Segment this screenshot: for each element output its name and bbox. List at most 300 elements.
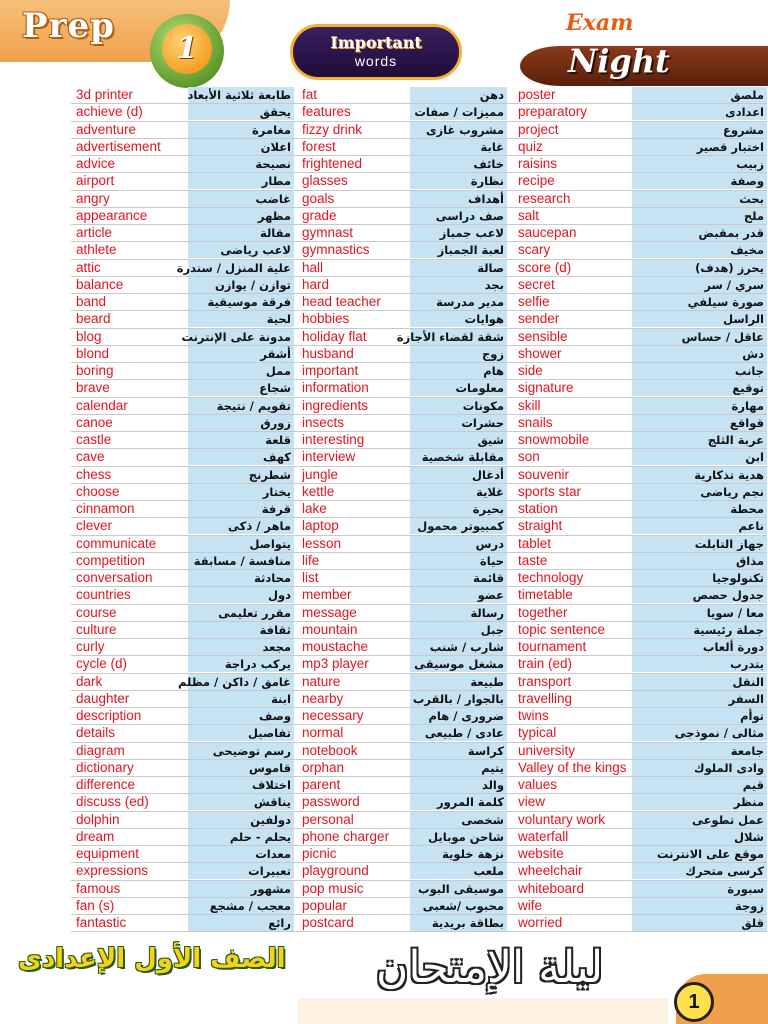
english-word: fan (s) xyxy=(76,897,115,913)
english-word: whiteboard xyxy=(518,880,585,896)
arabic-meaning: غابة xyxy=(410,139,507,155)
english-word: goals xyxy=(302,190,335,206)
english-word: blog xyxy=(76,328,102,344)
english-word: signature xyxy=(518,380,574,396)
arabic-meaning: لعبة الجمباز xyxy=(410,242,507,258)
english-word: dream xyxy=(76,828,115,844)
english-word: password xyxy=(302,794,360,810)
arabic-meaning: زوج xyxy=(410,346,507,362)
english-word: view xyxy=(518,794,546,810)
arabic-meaning: ملح xyxy=(632,208,767,224)
arabic-meaning: رسالة xyxy=(410,605,507,621)
table-row xyxy=(71,898,767,915)
arabic-meaning: مقرر تعليمى xyxy=(188,605,294,621)
english-word: airport xyxy=(76,173,115,189)
arabic-meaning: بجد xyxy=(410,277,507,293)
english-word: glasses xyxy=(302,173,348,189)
arabic-meaning: كلمة المرور xyxy=(410,794,507,810)
arabic-meaning: ثقافة xyxy=(188,622,294,638)
arabic-meaning: موسيقى البوب xyxy=(410,881,507,897)
english-word: list xyxy=(302,570,319,585)
table-row xyxy=(71,294,767,311)
arabic-meaning: مقابلة شخصية xyxy=(410,449,507,465)
english-word: scary xyxy=(518,242,551,258)
table-row xyxy=(71,777,767,794)
arabic-meaning: كمبيوتر محمول xyxy=(410,518,507,534)
english-word: nature xyxy=(302,673,341,689)
english-word: waterfall xyxy=(518,828,569,844)
english-word: castle xyxy=(76,432,112,447)
english-word: phone charger xyxy=(302,828,390,844)
english-word: choose xyxy=(76,483,120,499)
table-row xyxy=(71,553,767,570)
table-row xyxy=(71,380,767,397)
english-word: technology xyxy=(518,570,584,585)
table-row xyxy=(71,329,767,346)
arabic-meaning: توازن / يوازن xyxy=(188,277,294,293)
arabic-meaning: قواقع xyxy=(632,415,767,431)
table-row xyxy=(71,656,767,673)
english-word: dictionary xyxy=(76,759,134,775)
arabic-meaning: اختلاف xyxy=(188,777,294,793)
english-word: blond xyxy=(76,345,110,361)
arabic-meaning: يتدرب xyxy=(632,656,767,672)
english-word: voluntary work xyxy=(518,811,606,827)
arabic-meaning: قدر بمقبض xyxy=(632,225,767,241)
arabic-meaning: رسم توضيحى xyxy=(188,743,294,759)
english-word: timetable xyxy=(518,587,573,603)
english-word: side xyxy=(518,363,543,378)
arabic-meaning: لاعب جمباز xyxy=(410,225,507,241)
arabic-meaning: كهف xyxy=(188,449,294,465)
english-word: quiz xyxy=(518,138,543,154)
arabic-meaning: جدول حصص xyxy=(632,587,767,603)
arabic-meaning: قلعة xyxy=(188,432,294,448)
arabic-meaning: زورق xyxy=(188,415,294,431)
arabic-meaning: صورة سيلفي xyxy=(632,294,767,310)
arabic-meaning: مميزات / صفات xyxy=(410,104,507,120)
table-row xyxy=(71,449,767,466)
english-word: details xyxy=(76,725,116,741)
table-row xyxy=(71,881,767,898)
english-word: competition xyxy=(76,552,146,568)
english-word: athlete xyxy=(76,242,117,258)
arabic-meaning: شاحن موبايل xyxy=(410,829,507,845)
english-word: boring xyxy=(76,363,114,378)
english-word: son xyxy=(518,449,540,465)
arabic-meaning: أدغال xyxy=(410,467,507,483)
english-word: culture xyxy=(76,621,117,637)
arabic-meaning: مخيف xyxy=(632,242,767,258)
english-word: dolphin xyxy=(76,811,120,827)
arabic-meaning: غلاية xyxy=(410,484,507,500)
english-word: head teacher xyxy=(302,294,381,309)
arabic-meaning: علية المنزل / سندرة xyxy=(188,260,294,276)
arabic-meaning: شطرنج xyxy=(188,467,294,483)
arabic-meaning: لحية xyxy=(188,311,294,327)
table-row xyxy=(71,208,767,225)
table-row xyxy=(71,708,767,725)
english-word: pop music xyxy=(302,880,364,896)
table-row xyxy=(71,260,767,277)
arabic-meaning: يركب دراجة xyxy=(188,656,294,672)
english-word: notebook xyxy=(302,742,358,758)
table-row xyxy=(71,122,767,139)
english-word: course xyxy=(76,604,117,620)
english-word: appearance xyxy=(76,207,148,223)
arabic-meaning: مدير مدرسة xyxy=(410,294,507,310)
english-word: station xyxy=(518,501,558,516)
english-word: band xyxy=(76,294,107,309)
arabic-meaning: نظارة xyxy=(410,173,507,189)
english-word: selfie xyxy=(518,294,550,309)
english-word: sensible xyxy=(518,328,568,344)
arabic-meaning: مطار xyxy=(188,173,294,189)
arabic-meaning: الراسل xyxy=(632,311,767,327)
english-word: transport xyxy=(518,673,572,689)
english-word: travelling xyxy=(518,690,573,706)
english-word: beard xyxy=(76,311,111,327)
english-word: twins xyxy=(518,708,549,723)
english-word: 3d printer xyxy=(76,87,134,102)
english-word: information xyxy=(302,380,369,396)
arabic-meaning: يناقش xyxy=(188,794,294,810)
english-word: husband xyxy=(302,345,354,361)
table-row xyxy=(71,605,767,622)
table-row xyxy=(71,760,767,777)
english-word: features xyxy=(302,104,351,120)
arabic-meaning: عضو xyxy=(410,587,507,603)
english-word: cinnamon xyxy=(76,501,135,516)
arabic-meaning: مقالة xyxy=(188,225,294,241)
arabic-meaning: والد xyxy=(410,777,507,793)
english-word: train (ed) xyxy=(518,656,573,672)
english-word: advertisement xyxy=(76,138,161,154)
english-word: mp3 player xyxy=(302,656,369,672)
arabic-meaning: معجب / مشجع xyxy=(188,898,294,914)
english-word: snowmobile xyxy=(518,432,590,447)
table-row xyxy=(71,639,767,656)
arabic-meaning: منافسة / مسابقة xyxy=(188,553,294,569)
arabic-meaning: طبيعة xyxy=(410,674,507,690)
arabic-meaning: قاموس xyxy=(188,760,294,776)
english-word: conversation xyxy=(76,570,153,585)
table-row xyxy=(71,587,767,604)
arabic-meaning: زوجة xyxy=(632,898,767,914)
arabic-meaning: ضرورى / هام xyxy=(410,708,507,724)
english-word: advice xyxy=(76,156,116,171)
arabic-meaning: دورة ألعاب xyxy=(632,639,767,655)
english-word: diagram xyxy=(76,742,125,758)
arabic-meaning: مدونة على الإنترنت xyxy=(188,329,294,345)
table-row xyxy=(71,432,767,449)
english-word: saucepan xyxy=(518,225,577,240)
arabic-meaning: تقويم / نتيجة xyxy=(188,398,294,414)
arabic-meaning: شلال xyxy=(632,829,767,845)
english-word: secret xyxy=(518,276,555,292)
arabic-meaning: نزهة خلوية xyxy=(410,846,507,862)
english-word: fat xyxy=(302,87,318,102)
table-row xyxy=(71,518,767,535)
arabic-meaning: مشروع xyxy=(632,122,767,138)
english-word: gymnastics xyxy=(302,242,370,258)
english-word: normal xyxy=(302,725,344,741)
arabic-meaning: معدات xyxy=(188,846,294,862)
arabic-meaning: زبيب xyxy=(632,156,767,172)
english-word: equipment xyxy=(76,846,140,861)
arabic-meaning: مغامرة xyxy=(188,122,294,138)
vocabulary-table xyxy=(71,87,767,932)
table-row xyxy=(71,743,767,760)
arabic-meaning: وادى الملوك xyxy=(632,760,767,776)
table-row xyxy=(71,484,767,501)
arabic-meaning: اعدادى xyxy=(632,104,767,120)
arabic-meaning: هدية تذكارية xyxy=(632,467,767,483)
english-word: souvenir xyxy=(518,466,570,482)
table-row xyxy=(71,225,767,242)
english-word: recipe xyxy=(518,173,555,189)
arabic-meaning: مكونات xyxy=(410,398,507,414)
english-word: important xyxy=(302,363,359,378)
english-word: mountain xyxy=(302,621,358,637)
arabic-meaning: يتواصل xyxy=(188,536,294,552)
english-word: chess xyxy=(76,466,112,482)
arabic-meaning: يحلم - حلم xyxy=(188,829,294,845)
arabic-meaning: مشروب غازى xyxy=(410,122,507,138)
table-row xyxy=(71,363,767,380)
arabic-meaning: صالة xyxy=(410,260,507,276)
english-word: moustache xyxy=(302,639,369,654)
english-word: life xyxy=(302,552,320,568)
arabic-meaning: شقة لقضاء الأجازة xyxy=(410,329,507,345)
arabic-meaning: كراسة xyxy=(410,743,507,759)
english-word: popular xyxy=(302,897,348,913)
english-word: personal xyxy=(302,811,354,827)
arabic-meaning: درس xyxy=(410,536,507,552)
english-word: lake xyxy=(302,501,327,516)
english-word: hobbies xyxy=(302,311,350,327)
arabic-meaning: دول xyxy=(188,587,294,603)
arabic-meaning: بطاقة بريدية xyxy=(410,915,507,931)
arabic-meaning: دش xyxy=(632,346,767,362)
english-word: values xyxy=(518,777,558,792)
arabic-meaning: قيم xyxy=(632,777,767,793)
table-row xyxy=(71,311,767,328)
table-row xyxy=(71,674,767,691)
arabic-meaning: مهارة xyxy=(632,398,767,414)
night-label: Night xyxy=(568,42,670,80)
table-row xyxy=(71,536,767,553)
arabic-meaning: نصيحة xyxy=(188,156,294,172)
english-word: wife xyxy=(518,897,543,913)
english-word: taste xyxy=(518,552,548,568)
english-word: message xyxy=(302,604,357,620)
table-row xyxy=(71,104,767,121)
table-row xyxy=(71,398,767,415)
english-word: difference xyxy=(76,777,136,792)
table-row xyxy=(71,242,767,259)
arabic-meaning: غاضب xyxy=(188,191,294,207)
arabic-meaning: النقل xyxy=(632,674,767,690)
english-word: fizzy drink xyxy=(302,121,363,137)
english-word: dark xyxy=(76,673,103,689)
english-word: sports star xyxy=(518,483,582,499)
table-row xyxy=(71,622,767,639)
english-word: postcard xyxy=(302,915,354,930)
arabic-meaning: ابن xyxy=(632,449,767,465)
english-word: ingredients xyxy=(302,397,369,413)
arabic-meaning: جبل xyxy=(410,622,507,638)
english-word: calendar xyxy=(76,397,128,413)
table-row xyxy=(71,87,767,104)
arabic-meaning: مظهر xyxy=(188,208,294,224)
arabic-meaning: خائف xyxy=(410,156,507,172)
english-word: frightened xyxy=(302,156,363,171)
english-word: clever xyxy=(76,518,113,534)
arabic-meaning: اعلان xyxy=(188,139,294,155)
arabic-meaning: أهداف xyxy=(410,191,507,207)
english-word: famous xyxy=(76,880,121,896)
english-word: raisins xyxy=(518,156,558,171)
english-word: salt xyxy=(518,207,540,223)
arabic-meaning: حياة xyxy=(410,553,507,569)
arabic-meaning: قلق xyxy=(632,915,767,931)
english-word: expressions xyxy=(76,863,149,879)
english-word: kettle xyxy=(302,483,335,499)
table-row xyxy=(71,570,767,587)
arabic-meaning: محبوب /شعبى xyxy=(410,898,507,914)
english-word: gymnast xyxy=(302,225,354,240)
arabic-meaning: مذاق xyxy=(632,553,767,569)
page-number: 1 xyxy=(674,982,714,1022)
english-word: preparatory xyxy=(518,104,588,120)
arabic-meaning: جهاز التابلت xyxy=(632,536,767,552)
page-footer xyxy=(0,934,768,1024)
english-word: tournament xyxy=(518,639,587,654)
grade-badge xyxy=(150,14,224,88)
arabic-meaning: لاعب رياضى xyxy=(188,242,294,258)
table-row xyxy=(71,139,767,156)
grade-number: 1 xyxy=(162,24,212,74)
arabic-meaning: مشغل موسيقى xyxy=(410,656,507,672)
arabic-meaning: أشقر xyxy=(188,346,294,362)
english-word: fantastic xyxy=(76,915,127,930)
english-word: daughter xyxy=(76,690,130,706)
english-word: laptop xyxy=(302,518,339,534)
arabic-meaning: صف دراسى xyxy=(410,208,507,224)
arabic-meaning: يحرز (هدف) xyxy=(632,260,767,276)
exam-night-title: ليلة الإمتحان xyxy=(376,942,604,993)
english-word: balance xyxy=(76,276,124,292)
english-word: adventure xyxy=(76,121,137,137)
arabic-meaning: عادى / طبيعى xyxy=(410,725,507,741)
table-row xyxy=(71,915,767,932)
table-row xyxy=(71,156,767,173)
arabic-meaning: عاقل / حساس xyxy=(632,329,767,345)
english-word: sender xyxy=(518,311,560,327)
english-word: typical xyxy=(518,725,557,741)
arabic-meaning: هام xyxy=(410,363,507,379)
arabic-meaning: تعبيرات xyxy=(188,863,294,879)
arabic-meaning: مثالى / نموذجى xyxy=(632,725,767,741)
english-word: project xyxy=(518,121,559,137)
english-word: straight xyxy=(518,518,563,534)
english-word: necessary xyxy=(302,708,364,723)
arabic-meaning: تفاصيل xyxy=(188,725,294,741)
english-word: website xyxy=(518,846,564,861)
arabic-meaning: محطة xyxy=(632,501,767,517)
table-row xyxy=(71,846,767,863)
arabic-meaning: شخصى xyxy=(410,812,507,828)
arabic-meaning: شيق xyxy=(410,432,507,448)
grade-title: الصف الأول الإعدادى xyxy=(18,944,286,974)
table-row xyxy=(71,829,767,846)
arabic-meaning: يحقق xyxy=(188,104,294,120)
table-row xyxy=(71,812,767,829)
table-row xyxy=(71,794,767,811)
arabic-meaning: قرفة xyxy=(188,501,294,517)
english-word: cycle (d) xyxy=(76,656,128,672)
arabic-meaning: طابعة ثلاثية الأبعاد xyxy=(188,87,294,103)
table-row xyxy=(71,191,767,208)
prep-label: Prep xyxy=(22,6,115,46)
arabic-meaning: سري / سر xyxy=(632,277,767,293)
table-row xyxy=(71,501,767,518)
english-word: communicate xyxy=(76,535,157,551)
english-word: insects xyxy=(302,414,345,430)
arabic-meaning: سبورة xyxy=(632,881,767,897)
arabic-meaning: عمل تطوعى xyxy=(632,812,767,828)
english-word: achieve (d) xyxy=(76,104,143,120)
english-word: poster xyxy=(518,87,556,102)
arabic-meaning: جانب xyxy=(632,363,767,379)
table-row xyxy=(71,277,767,294)
arabic-meaning: شجاع xyxy=(188,380,294,396)
table-row xyxy=(71,173,767,190)
arabic-meaning: وصف xyxy=(188,708,294,724)
english-word: forest xyxy=(302,138,336,154)
table-row xyxy=(71,467,767,484)
important-subtitle: words xyxy=(354,53,398,69)
arabic-meaning: منظر xyxy=(632,794,767,810)
arabic-meaning: تكنولوجيا xyxy=(632,570,767,586)
english-word: nearby xyxy=(302,690,344,706)
english-word: skill xyxy=(518,397,541,413)
arabic-meaning: يتيم xyxy=(410,760,507,776)
english-word: snails xyxy=(518,414,553,430)
arabic-meaning: كرسى متحرك xyxy=(632,863,767,879)
arabic-meaning: ماهر / ذكى xyxy=(188,518,294,534)
english-word: article xyxy=(76,225,113,240)
english-word: interesting xyxy=(302,432,365,447)
english-word: hall xyxy=(302,259,324,275)
english-word: countries xyxy=(76,587,131,603)
page-header xyxy=(0,0,768,88)
table-row xyxy=(71,691,767,708)
arabic-meaning: موقع على الانترنت xyxy=(632,846,767,862)
arabic-meaning: نجم رياضى xyxy=(632,484,767,500)
english-word: shower xyxy=(518,345,562,361)
arabic-meaning: قائمة xyxy=(410,570,507,586)
arabic-meaning: وصفة xyxy=(632,173,767,189)
arabic-meaning: اختبار قصير xyxy=(632,139,767,155)
english-word: orphan xyxy=(302,759,345,775)
english-word: picnic xyxy=(302,846,337,861)
arabic-meaning: شارب / شنب xyxy=(410,639,507,655)
english-word: interview xyxy=(302,449,356,465)
english-word: worried xyxy=(518,915,563,930)
arabic-meaning: غامق / داكن / مظلم xyxy=(188,674,294,690)
